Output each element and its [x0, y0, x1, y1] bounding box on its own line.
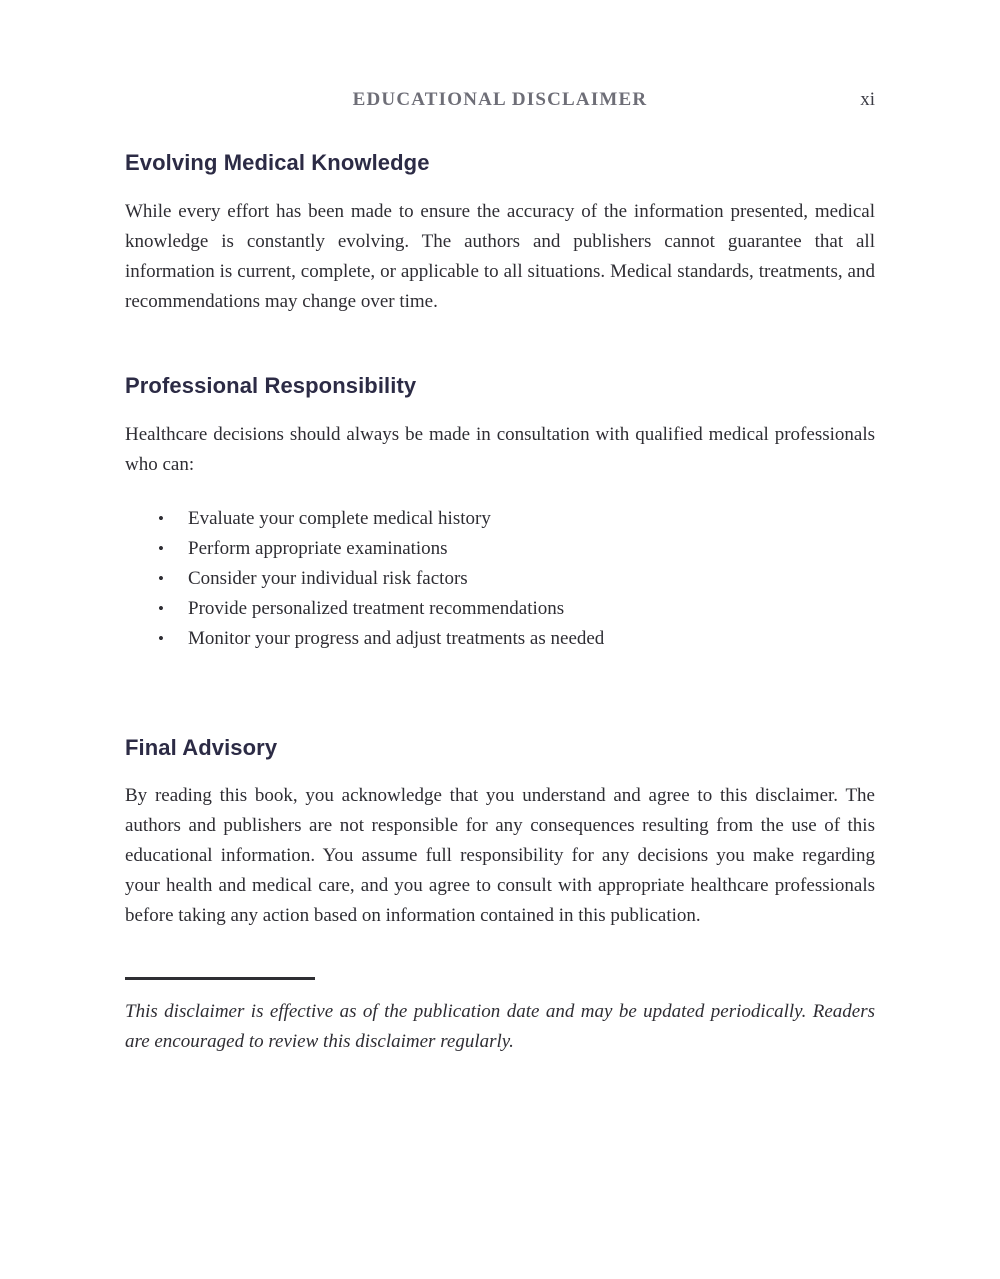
- section-heading-final-advisory: Final Advisory: [125, 735, 278, 760]
- footnote-text: This disclaimer is effective as of the publication date and may be updated periodically. Readers are encouraged to review this disclaimer regularly.: [125, 1001, 875, 1052]
- section-heading-professional-responsibility: Professional Responsibility: [125, 373, 417, 398]
- paragraph-professional-responsibility: Healthcare decisions should always be made in consultation with qualified medical professionals who can:: [125, 424, 875, 475]
- paragraph-final-advisory: By reading this book, you acknowledge that you understand and agree to this disclaimer. The authors and publishers are not responsible for any consequences resulting from the use of this educational information. You assume full responsibility for any decisions you make regarding your health and medical care, and you agree to consult with appropriate healthcare professionals before taking any action based on information contained in this publication.: [125, 785, 875, 926]
- running-header-title: EDUCATIONAL DISCLAIMER: [352, 89, 648, 110]
- paragraph-evolving-medical-knowledge: While every effort has been made to ensure the accuracy of the information presented, medical knowledge is constantly evolving. The authors and publishers cannot guarantee that all information is current, complete, or applicable to all situations. Medical standards, treatments, and recommendations may change over time.: [125, 201, 875, 312]
- page-number: xi: [860, 89, 875, 110]
- running-header: [125, 88, 875, 112]
- bullet-item: • Perform appropriate examinations: [188, 534, 875, 564]
- bullet-item: • Monitor your progress and adjust treatments as needed: [188, 624, 875, 654]
- bullet-item: • Provide personalized treatment recommendations: [188, 594, 875, 624]
- section-professional-responsibility: [125, 373, 875, 654]
- footnote-rule: [125, 977, 315, 980]
- section-evolving-medical-knowledge: [125, 150, 875, 317]
- bullet-item: • Evaluate your complete medical history: [188, 504, 875, 534]
- section-final-advisory: [125, 735, 875, 931]
- bullet-item: • Consider your individual risk factors: [188, 564, 875, 594]
- section-heading-evolving-medical-knowledge: Evolving Medical Knowledge: [125, 150, 430, 175]
- responsibility-bullet-list: [125, 504, 875, 654]
